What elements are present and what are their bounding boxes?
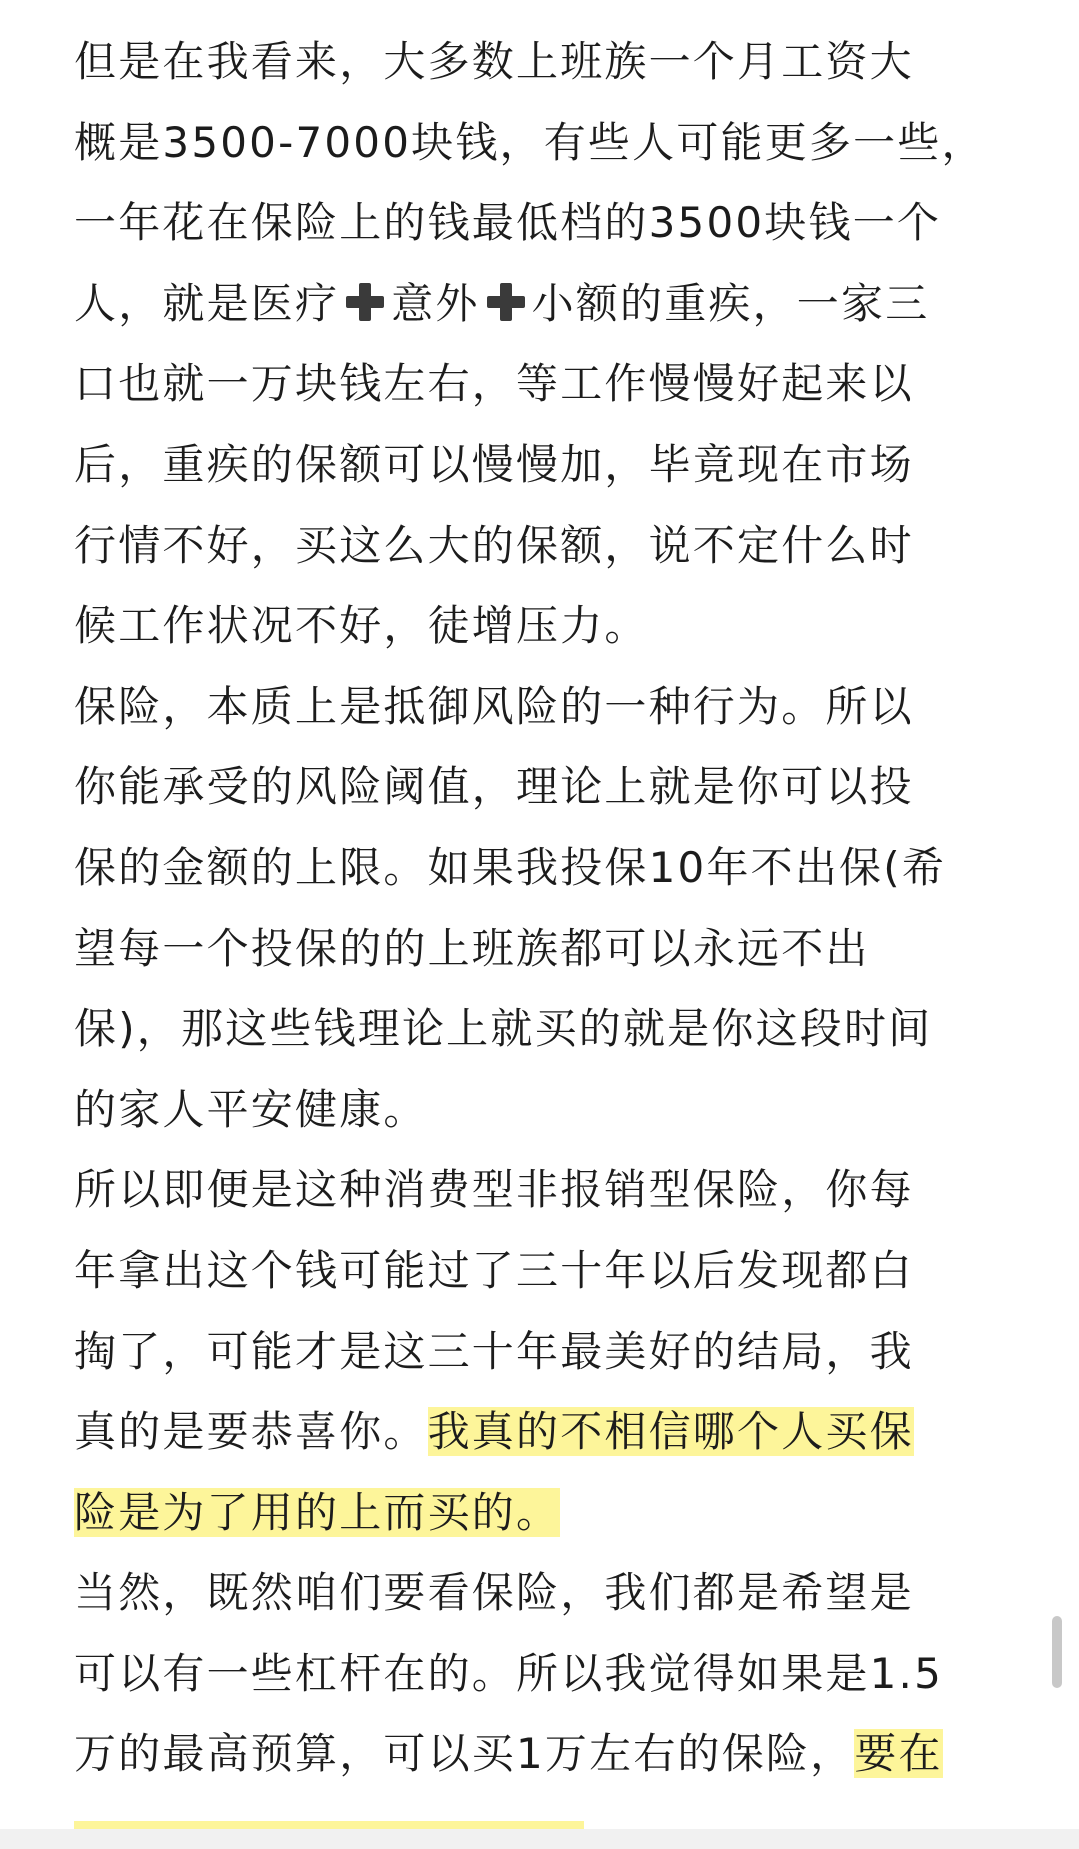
text-line: 后，重疾的保额可以慢慢加，毕竟现在市场 bbox=[74, 439, 914, 489]
text-line: 行情不好，买这么大的保额，说不定什么时 bbox=[74, 520, 914, 570]
text-segment: 万的最高预算，可以买1万左右的保险， bbox=[74, 1729, 855, 1779]
text-line: 年拿出这个钱可能过了三十年以后发现都白 bbox=[74, 1245, 914, 1295]
text-line: 保)，那这些钱理论上就买的就是你这段时间 bbox=[74, 1004, 933, 1054]
highlighted-text: 我真的不相信哪个人买保 bbox=[427, 1407, 914, 1457]
scrollbar-thumb[interactable] bbox=[1052, 1616, 1062, 1688]
text-line: 口也就一万块钱左右，等工作慢慢好起来以 bbox=[74, 359, 914, 409]
text-line bbox=[74, 1392, 1014, 1473]
text-line: 一年花在保险上的钱最低档的3500块钱一个 bbox=[74, 198, 942, 248]
text-line: 的家人平安健康。 bbox=[74, 1084, 428, 1134]
text-segment: 小额的重疾，一家三 bbox=[531, 278, 930, 328]
text-line bbox=[74, 1714, 1014, 1795]
text-line: 你能承受的风险阈值，理论上就是你可以投 bbox=[74, 762, 914, 812]
highlighted-text: 险是为了用的上而买的。 bbox=[74, 1487, 561, 1537]
text-segment: 人，就是医疗 bbox=[74, 278, 340, 328]
text-line bbox=[74, 1473, 1014, 1554]
text-line: 当然，既然咱们要看保险，我们都是希望是 bbox=[74, 1568, 914, 1618]
text-line: 但是在我看来，大多数上班族一个月工资大 bbox=[74, 37, 914, 86]
text-line: 掏了，可能才是这三十年最美好的结局，我 bbox=[74, 1326, 914, 1376]
heavy-plus-sign-icon bbox=[484, 280, 528, 324]
text-segment: 真的是要恭喜你。 bbox=[74, 1407, 428, 1457]
bottom-bar bbox=[0, 1829, 1079, 1849]
text-line: 保的金额的上限。如果我投保10年不出保(希 bbox=[74, 842, 947, 892]
text-segment: 意外 bbox=[391, 278, 480, 328]
text-line: 候工作状况不好，徒增压力。 bbox=[74, 601, 649, 651]
text-line bbox=[74, 264, 1014, 345]
heavy-plus-sign-icon bbox=[343, 280, 387, 324]
text-line: 可以有一些杠杆在的。所以我觉得如果是1.5 bbox=[74, 1648, 943, 1698]
text-line: 所以即便是这种消费型非报销型保险，你每 bbox=[74, 1165, 914, 1215]
highlighted-text: 要在 bbox=[854, 1729, 943, 1779]
text-line: 望每一个投保的的上班族都可以永远不出 bbox=[74, 923, 870, 973]
text-line: 概是3500-7000块钱，有些人可能更多一些， bbox=[74, 117, 986, 167]
article-body bbox=[74, 22, 1014, 1795]
text-line: 保险，本质上是抵御风险的一种行为。所以 bbox=[74, 681, 914, 731]
